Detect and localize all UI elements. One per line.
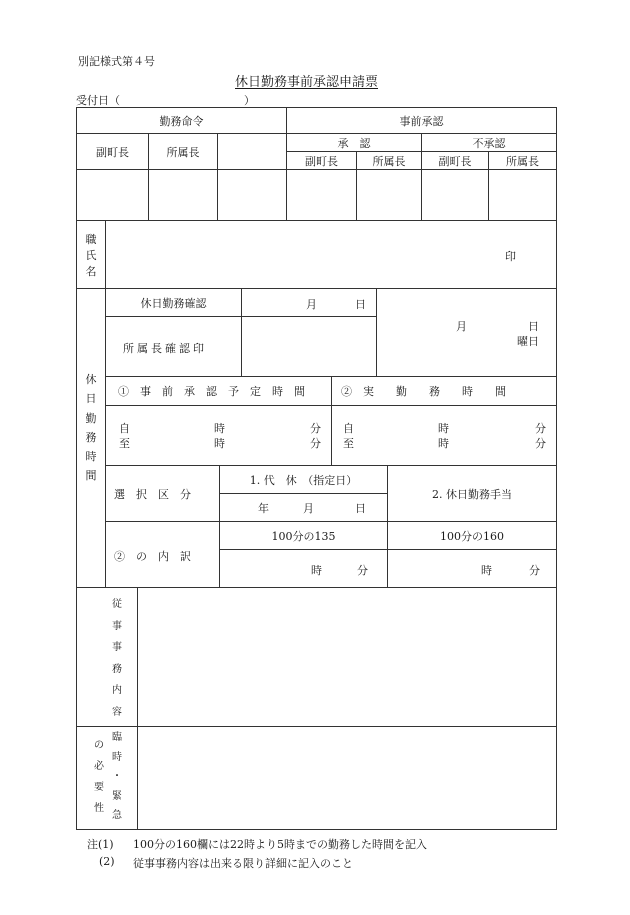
planned-to-minute: 分 bbox=[310, 437, 321, 450]
rate135-hour: 時 bbox=[311, 564, 322, 577]
option1-month: 月 bbox=[303, 502, 314, 515]
note-2-mark: (2) bbox=[99, 855, 115, 868]
not-approved-deputy-mayor: 副町長 bbox=[438, 154, 472, 168]
option-compensatory-leave: 1. 代 休 （指定日） bbox=[249, 473, 358, 487]
planned-to: 至 bbox=[119, 437, 130, 450]
holiday-confirm-label: 休日勤務確認 bbox=[140, 296, 207, 310]
actual-time-header: ② 実 勤 務 時 間 bbox=[341, 385, 506, 398]
dept-head-seal-label: 所属長確認印 bbox=[123, 342, 207, 355]
confirm-day: 日 bbox=[355, 298, 366, 311]
rate-160-header: 100分の160 bbox=[440, 529, 504, 543]
date-day: 日 bbox=[528, 320, 539, 333]
work-order-header: 勤務命令 bbox=[159, 114, 204, 128]
actual-from-minute: 分 bbox=[535, 422, 546, 435]
not-approved-dept-head: 所属長 bbox=[506, 154, 539, 168]
page-title: 休日勤務事前承認申請票 bbox=[235, 75, 379, 90]
not-approved-header: 不承認 bbox=[472, 136, 506, 150]
rate-135-header: 100分の135 bbox=[271, 529, 336, 543]
approved-deputy-mayor: 副町長 bbox=[305, 154, 338, 168]
note-1-mark: 注(1) bbox=[87, 838, 114, 851]
order-dept-head: 所属長 bbox=[166, 145, 200, 159]
rate135-minute: 分 bbox=[357, 564, 368, 577]
form-number: 別記様式第４号 bbox=[78, 55, 155, 68]
date-month: 月 bbox=[456, 320, 467, 333]
actual-to: 至 bbox=[343, 437, 354, 450]
planned-time-header: ① 事 前 承 認 予 定 時 間 bbox=[118, 385, 305, 398]
seal-mark: 印 bbox=[505, 250, 516, 263]
planned-from-hour: 時 bbox=[214, 422, 225, 435]
option1-year: 年 bbox=[258, 502, 269, 515]
approved-dept-head: 所属長 bbox=[372, 154, 406, 168]
duties-label: 従 事 事 務 内 容 bbox=[112, 599, 122, 718]
order-deputy-mayor: 副町長 bbox=[96, 145, 129, 159]
prior-approval-header: 事前承認 bbox=[399, 114, 444, 128]
actual-to-hour: 時 bbox=[438, 437, 449, 450]
approved-header: 承 認 bbox=[337, 136, 371, 150]
received-date-label: 受付日（ bbox=[76, 94, 120, 107]
date-weekday: 曜日 bbox=[517, 335, 539, 348]
received-date-close: ） bbox=[244, 94, 255, 107]
breakdown-label: ② の 内 訳 bbox=[114, 550, 191, 563]
confirm-month: 月 bbox=[306, 298, 317, 311]
option1-day: 日 bbox=[355, 502, 366, 515]
rate160-minute: 分 bbox=[529, 564, 540, 577]
necessity-label-col1: の 必 要 性 bbox=[94, 740, 104, 814]
note-2-text: 従事事務内容は出来る限り詳細に記入のこと bbox=[133, 857, 353, 870]
planned-to-hour: 時 bbox=[214, 437, 225, 450]
option-holiday-allowance: 2. 休日勤務手当 bbox=[432, 487, 512, 501]
actual-from-hour: 時 bbox=[438, 422, 449, 435]
holiday-time-side-label: 休 日 勤 務 時 間 bbox=[85, 373, 97, 483]
selection-label: 選 択 区 分 bbox=[114, 488, 191, 501]
rate160-hour: 時 bbox=[481, 564, 492, 577]
planned-from-minute: 分 bbox=[310, 422, 321, 435]
actual-from: 自 bbox=[343, 422, 354, 435]
actual-to-minute: 分 bbox=[535, 437, 546, 450]
note-1-text: 100分の160欄には22時より5時までの勤務した時間を記入 bbox=[133, 838, 427, 851]
name-position-label: 職 氏 名 bbox=[85, 233, 97, 278]
necessity-label-col2: 臨 時 ・ 緊 急 bbox=[112, 732, 122, 821]
planned-from: 自 bbox=[119, 422, 130, 435]
